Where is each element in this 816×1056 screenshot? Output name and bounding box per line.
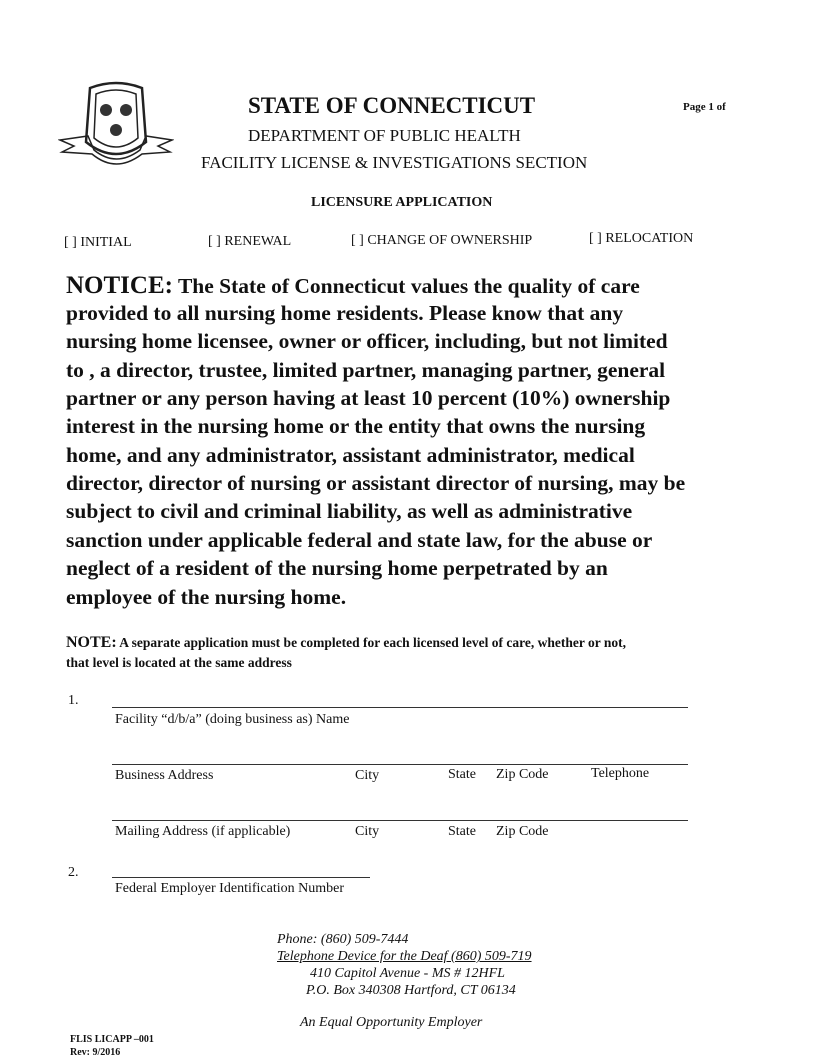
state-label: State [448,767,476,782]
option-initial[interactable]: [ ] INITIAL [64,235,132,250]
mailing-state-label: State [448,824,476,839]
mailing-zip-label: Zip Code [496,824,549,839]
zip-label: Zip Code [496,767,549,782]
option-change-of-ownership[interactable]: [ ] CHANGE OF OWNERSHIP [351,233,533,248]
equal-opportunity: An Equal Opportunity Employer [300,1015,483,1030]
form-id: FLIS LICAPP –001 [70,1034,154,1045]
notice-line: employee of the nursing home. [66,585,347,609]
note-label: NOTE: [66,634,117,651]
item-number-2: 2. [68,865,79,880]
revision: Rev: 9/2016 [70,1047,121,1056]
mailing-address-field[interactable] [112,820,688,821]
contact-address: 410 Capitol Avenue - MS # 12HFL [310,966,505,981]
state-title: STATE OF CONNECTICUT [248,93,536,118]
notice-line: sanction under applicable federal and state law, for the abuse or [66,528,653,552]
department-name: DEPARTMENT OF PUBLIC HEALTH [248,126,521,145]
notice-line: director, director of nursing or assistant director of nursing, may be [66,471,686,495]
business-address-field[interactable] [112,764,688,765]
mailing-address-label: Mailing Address (if applicable) [115,824,291,839]
form-title: LICENSURE APPLICATION [311,195,493,210]
note-line [66,634,626,652]
contact-po-box: P.O. Box 340308 Hartford, CT 06134 [306,983,516,998]
option-renewal[interactable]: [ ] RENEWAL [208,234,292,249]
notice-line: provided to all nursing home residents. Please know that any [66,301,624,325]
contact-tdd: Telephone Device for the Deaf (860) 509-719 [277,949,532,964]
notice-line: to , a director, trustee, limited partner, managing partner, general [66,358,666,382]
notice-line: subject to civil and criminal liability, as well as administrative [66,499,633,523]
section-name: FACILITY LICENSE & INVESTIGATIONS SECTION [201,153,588,172]
city-label: City [355,768,380,783]
notice-line: nursing home licensee, owner or officer, including, but not limited [66,329,668,353]
telephone-label: Telephone [591,766,650,781]
page-number: Page 1 of [683,101,726,113]
note-text-2: that level is located at the same address [66,655,292,670]
notice-label: NOTICE: [66,272,173,299]
notice-line: neglect of a resident of the nursing home perpetrated by an [66,556,608,580]
state-seal-logo [58,80,174,172]
fein-label: Federal Employer Identification Number [115,881,344,896]
business-address-label: Business Address [115,768,214,783]
fein-field[interactable] [112,877,370,878]
facility-name-field[interactable] [112,707,688,708]
mailing-city-label: City [355,824,380,839]
option-relocation[interactable]: [ ] RELOCATION [589,231,694,246]
notice-line: The State of Connecticut values the quality of care [172,274,640,298]
note-text: A separate application must be completed for each licensed level of care, whether or not, [116,635,626,650]
contact-phone: Phone: (860) 509-7444 [277,932,409,947]
notice-line: home, and any administrator, assistant administrator, medical [66,443,635,467]
facility-name-label: Facility “d/b/a” (doing business as) Name [115,712,350,727]
item-number-1: 1. [68,693,79,708]
notice-line: interest in the nursing home or the entity that owns the nursing [66,414,646,438]
notice-line: partner or any person having at least 10 percent (10%) ownership [66,386,671,410]
